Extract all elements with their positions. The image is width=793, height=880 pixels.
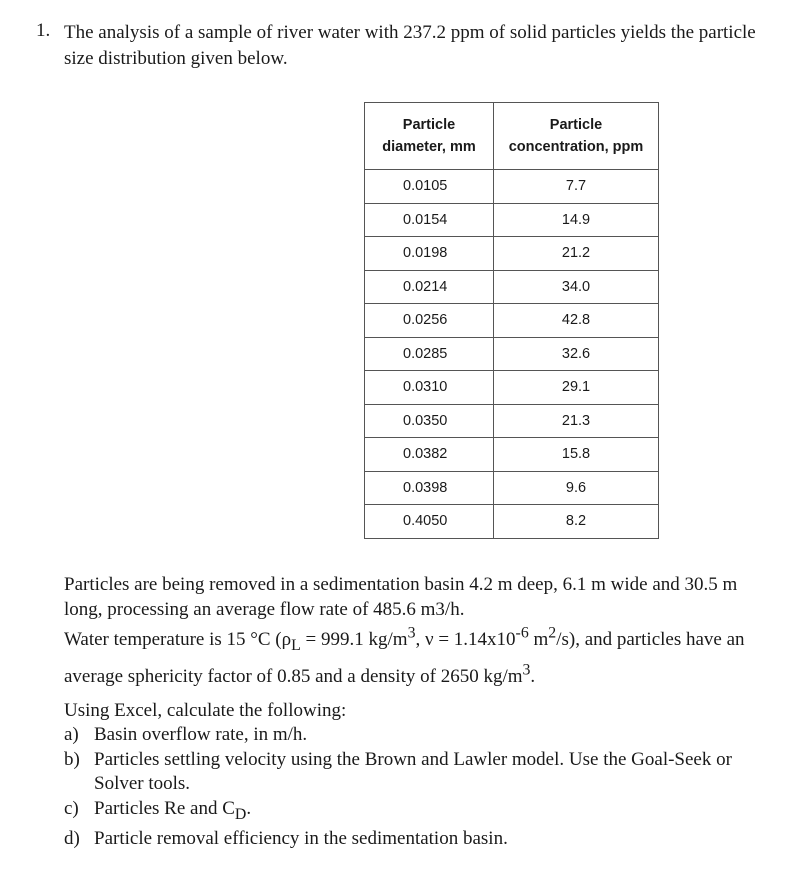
text-fragment: /s), and particles have an average sphericity factor of 0.85 and a density of 2650 kg/m bbox=[64, 629, 745, 687]
header-line: diameter, mm bbox=[382, 139, 476, 155]
task-label: b) bbox=[64, 748, 80, 770]
list-item bbox=[64, 827, 776, 852]
task-text: . bbox=[246, 797, 252, 819]
text-fragment: m bbox=[528, 629, 549, 651]
diameter-cell: 0.4050 bbox=[365, 505, 494, 539]
task-label: c) bbox=[64, 797, 79, 819]
subscript: D bbox=[234, 805, 247, 823]
table-row bbox=[365, 270, 659, 304]
table-row bbox=[365, 304, 659, 338]
task-list bbox=[64, 723, 776, 851]
list-item bbox=[64, 748, 776, 797]
table-row bbox=[365, 203, 659, 237]
table-row bbox=[365, 371, 659, 405]
diameter-cell: 0.0382 bbox=[365, 438, 494, 472]
diameter-cell: 0.0285 bbox=[365, 337, 494, 371]
table-row bbox=[365, 337, 659, 371]
diameter-cell: 0.0154 bbox=[365, 203, 494, 237]
header-particle-concentration bbox=[494, 103, 659, 170]
superscript: 2 bbox=[548, 625, 557, 642]
diameter-cell: 0.0310 bbox=[365, 371, 494, 405]
text-fragment: = 999.1 kg/m bbox=[300, 629, 408, 651]
question-text: The analysis of a sample of river water with 237.2 ppm of solid particles yields the particle size distribution given below. bbox=[64, 22, 756, 69]
task-text: Basin overflow rate, in m/h. bbox=[94, 724, 308, 745]
instructions-intro: Using Excel, calculate the following: bbox=[64, 700, 347, 721]
water-properties bbox=[64, 625, 745, 687]
diameter-cell: 0.0350 bbox=[365, 404, 494, 438]
list-item bbox=[64, 723, 776, 748]
concentration-cell: 14.9 bbox=[494, 203, 659, 237]
concentration-cell: 7.7 bbox=[494, 170, 659, 204]
table-row bbox=[365, 404, 659, 438]
superscript: 3 bbox=[522, 661, 531, 679]
diameter-cell: 0.0198 bbox=[365, 237, 494, 271]
text-fragment: Water temperature is 15 °C (ρ bbox=[64, 629, 292, 651]
diameter-cell: 0.0256 bbox=[365, 304, 494, 338]
header-line: Particle bbox=[402, 117, 456, 133]
concentration-cell: 29.1 bbox=[494, 371, 659, 405]
text-fragment: , ν = 1.14x10 bbox=[415, 629, 516, 651]
table-row bbox=[365, 237, 659, 271]
task-text: Particles Re and C bbox=[94, 797, 235, 819]
table-row bbox=[365, 471, 659, 505]
table-row bbox=[365, 505, 659, 539]
diameter-cell: 0.0105 bbox=[365, 170, 494, 204]
concentration-cell: 15.8 bbox=[494, 438, 659, 472]
task-text: Particle removal efficiency in the sedimentation basin. bbox=[94, 827, 508, 849]
table-row bbox=[365, 170, 659, 204]
concentration-cell: 21.2 bbox=[494, 237, 659, 271]
header-line: concentration, ppm bbox=[508, 139, 644, 155]
question-number: 1. bbox=[36, 20, 51, 41]
superscript: -6 bbox=[515, 625, 529, 642]
task-label: d) bbox=[64, 827, 80, 849]
table-header-row bbox=[365, 103, 659, 170]
basin-description bbox=[64, 573, 776, 689]
basin-text: Particles are being removed in a sedimentation basin 4.2 m deep, 6.1 m wide and 30.5 m long, processing an average flow rate of 485.6 m3/h. bbox=[64, 574, 738, 620]
list-item bbox=[64, 797, 776, 827]
concentration-cell: 21.3 bbox=[494, 404, 659, 438]
header-particle-diameter bbox=[365, 103, 494, 170]
concentration-cell: 9.6 bbox=[494, 471, 659, 505]
task-label: a) bbox=[64, 724, 79, 745]
concentration-cell: 34.0 bbox=[494, 270, 659, 304]
table-row bbox=[365, 438, 659, 472]
particle-distribution-table bbox=[364, 102, 659, 539]
concentration-cell: 32.6 bbox=[494, 337, 659, 371]
diameter-cell: 0.0214 bbox=[365, 270, 494, 304]
subscript: L bbox=[291, 637, 301, 655]
concentration-cell: 42.8 bbox=[494, 304, 659, 338]
text-fragment: . bbox=[530, 665, 536, 687]
concentration-cell: 8.2 bbox=[494, 505, 659, 539]
superscript: 3 bbox=[407, 625, 416, 642]
header-line: Particle bbox=[549, 117, 603, 133]
diameter-cell: 0.0398 bbox=[365, 471, 494, 505]
task-text: Particles settling velocity using the Brown and Lawler model. Use the Goal-Seek or Solver tools. bbox=[94, 748, 732, 794]
